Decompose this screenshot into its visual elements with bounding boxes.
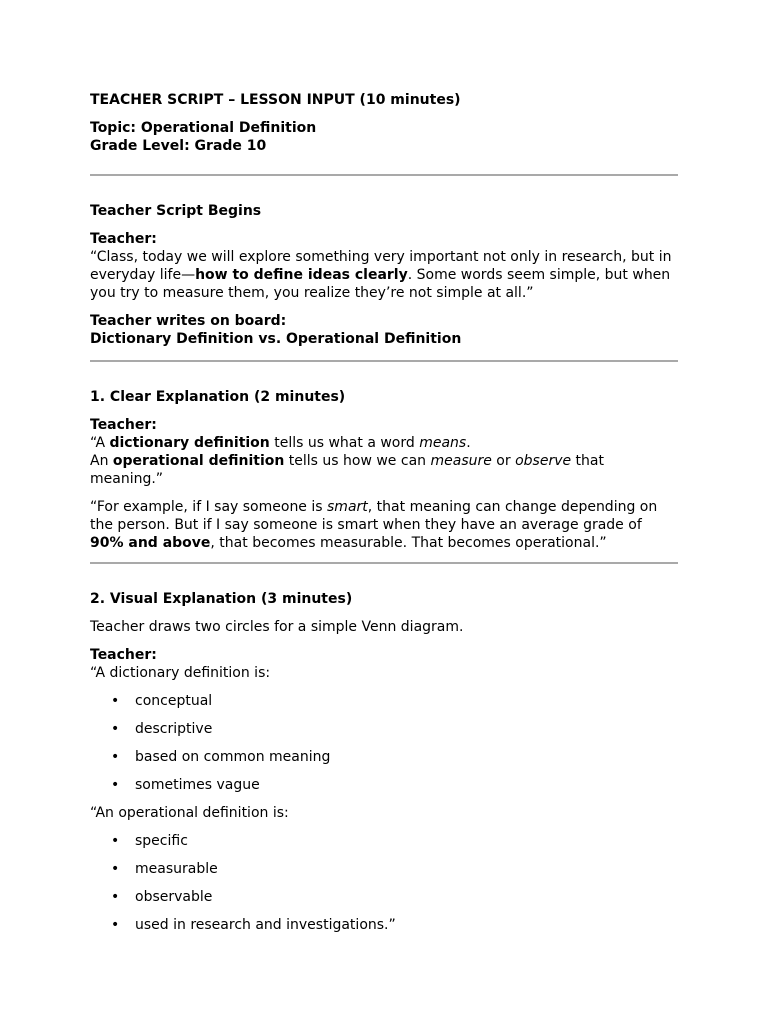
operational-traits-list [90,832,678,934]
list-item [90,916,678,934]
bullet-icon: • [111,749,120,765]
bold-term: dictionary definition [109,435,270,451]
bullet-icon: • [111,693,120,709]
intro-quote-bold: how to define ideas clearly [195,267,408,283]
intro-quote-part1: “Class, today we will explore something very important not only in research, but in everyday life— [90,249,672,283]
list-item [90,860,678,878]
bullet-icon: • [111,833,120,849]
dictionary-intro: “A dictionary definition is: [90,665,271,681]
bullet-icon: • [111,777,120,793]
example-paragraph [90,498,678,552]
venn-instruction: Teacher draws two circles for a simple Venn diagram. [90,619,464,635]
script-begins-heading: Teacher Script Begins [90,203,262,219]
document-title: TEACHER SCRIPT – LESSON INPUT (10 minutes) [90,92,461,108]
bullet-icon: • [111,721,120,737]
list-item-text: sometimes vague [135,777,260,793]
bullet-icon: • [111,917,120,933]
bullet-icon: • [111,861,120,877]
italic-term: means [419,435,467,451]
italic-term: observe [515,453,572,469]
teacher-label: Teacher: [90,231,157,247]
text-span: “For example, if I say someone is [90,499,328,515]
operational-definition-line [90,452,678,488]
board-text: Dictionary Definition vs. Operational Definition [90,331,462,347]
list-item [90,776,678,794]
divider [90,562,678,564]
divider [90,174,678,176]
list-item [90,692,678,710]
bold-term: 90% and above [90,535,211,551]
text-span: tells us how we can [284,453,431,469]
text-span: tells us what a word [269,435,420,451]
list-item-text: observable [135,889,213,905]
italic-term: smart [327,499,368,515]
dictionary-traits-list [90,692,678,794]
teacher-label: Teacher: [90,647,157,663]
list-item [90,748,678,766]
italic-term: measure [430,453,492,469]
list-item-text: based on common meaning [135,749,331,765]
list-item [90,720,678,738]
dictionary-definition-line [90,434,678,452]
list-item-text: descriptive [135,721,213,737]
text-span: An [90,453,113,469]
bold-term: operational definition [112,453,285,469]
document-page [90,91,678,934]
list-item [90,888,678,906]
text-span: . [466,435,471,451]
section2-heading: 2. Visual Explanation (3 minutes) [90,591,353,607]
grade-level-line: Grade Level: Grade 10 [90,138,267,154]
board-label: Teacher writes on board: [90,313,287,329]
list-item-text: used in research and investigations.” [135,917,396,933]
intro-quote-part2: . Some words seem simple, but when you try to measure them, you realize they’re not simple at all.” [90,267,671,301]
text-span: “A [90,435,110,451]
intro-quote [90,248,678,302]
list-item-text: conceptual [135,693,213,709]
divider [90,360,678,362]
list-item [90,832,678,850]
teacher-label: Teacher: [90,417,157,433]
text-span: , that meaning can change depending on the person. But if I say someone is smart when they have an average grade of [90,499,658,533]
topic-line: Topic: Operational Definition [90,120,317,136]
list-item-text: specific [135,833,188,849]
section1-heading: 1. Clear Explanation (2 minutes) [90,389,346,405]
bullet-icon: • [111,889,120,905]
text-span: that meaning.” [90,453,604,487]
operational-intro: “An operational definition is: [90,805,289,821]
text-span: , that becomes measurable. That becomes operational.” [210,535,607,551]
list-item-text: measurable [135,861,218,877]
text-span: or [491,453,516,469]
